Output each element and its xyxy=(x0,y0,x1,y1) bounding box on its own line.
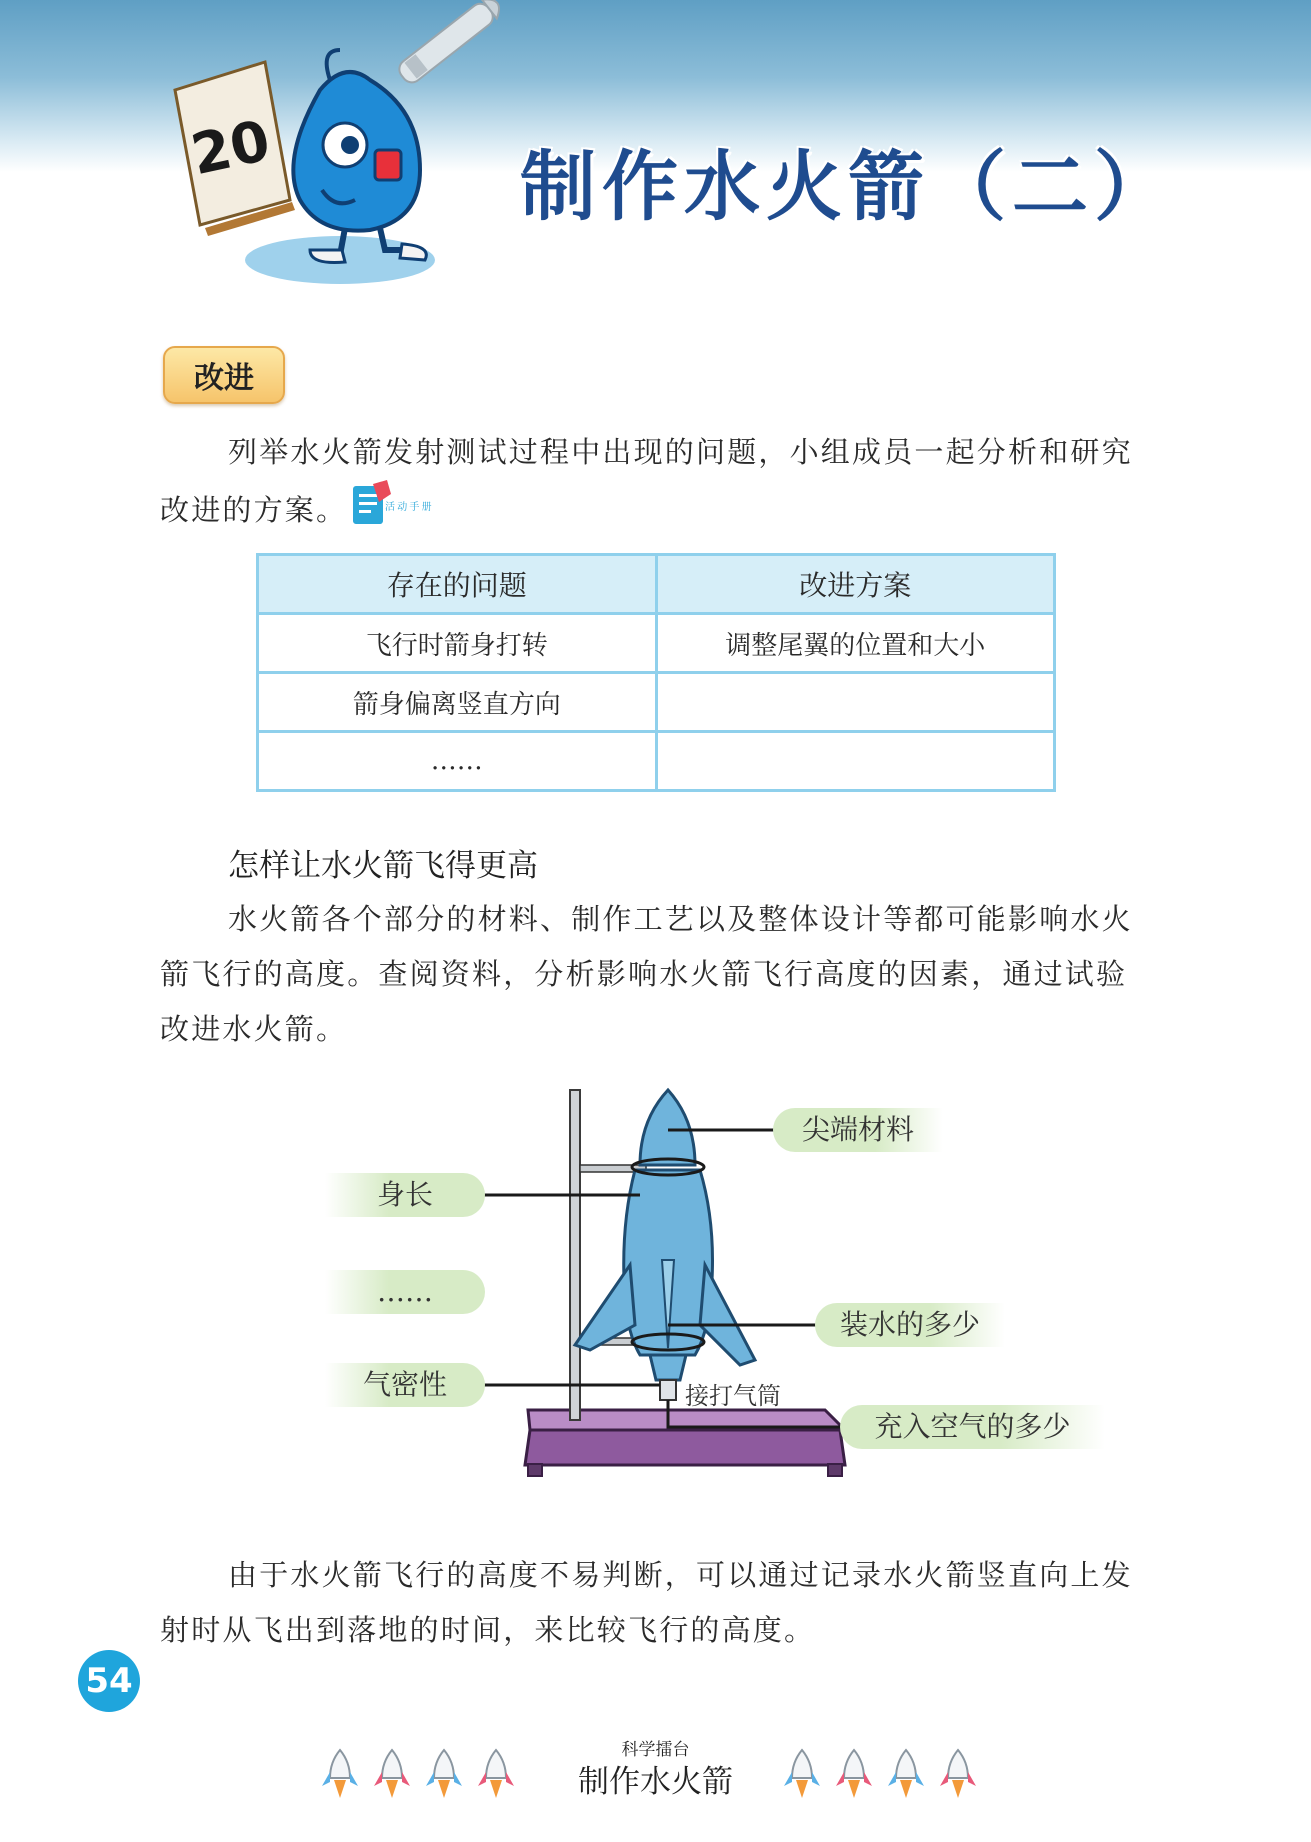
footer-rocket-icons-right xyxy=(780,1748,990,1804)
water-rocket xyxy=(575,1090,755,1400)
label-airtightness: 气密性 xyxy=(325,1363,485,1407)
footer-series-label: 科学擂台 xyxy=(621,1740,690,1760)
stand-pole xyxy=(570,1090,580,1420)
page-number-badge: 54 xyxy=(78,1650,140,1712)
table-cell: 调整尾翼的位置和大小 xyxy=(656,614,1055,673)
table-row xyxy=(258,614,1055,673)
table-cell: …… xyxy=(258,732,657,791)
table-cell: 飞行时箭身打转 xyxy=(258,614,657,673)
stand-base xyxy=(525,1430,845,1465)
water-rocket-diagram xyxy=(300,1080,1120,1510)
closing-paragraph: 由于水火箭飞行的高度不易判断，可以通过记录水火箭竖直向上发射时从飞出到落地的时间，来比较飞行的高度。 xyxy=(160,1558,1133,1647)
table-row xyxy=(258,732,1055,791)
table-header-row xyxy=(258,555,1055,614)
table-row xyxy=(258,673,1055,732)
table-cell xyxy=(656,732,1055,791)
table-header-cell: 改进方案 xyxy=(656,555,1055,614)
mascot-with-book-illustration xyxy=(170,50,470,290)
table-header-cell: 存在的问题 xyxy=(258,555,657,614)
rocket-icon xyxy=(322,1750,358,1798)
label-water-amount: 装水的多少 xyxy=(815,1303,1005,1347)
handbook-icon-label: 活动手册 xyxy=(385,502,435,513)
label-tip-material: 尖端材料 xyxy=(773,1108,943,1152)
section-badge-improve: 改进 xyxy=(163,346,285,404)
chapter-title: 制作水火箭（二） xyxy=(520,142,1176,231)
problem-improvement-table xyxy=(256,553,1056,792)
subheading-fly-higher: 怎样让水火箭飞得更高 xyxy=(228,848,538,884)
table-cell: 箭身偏离竖直方向 xyxy=(258,673,657,732)
activity-handbook-icon xyxy=(351,480,435,526)
footer-rocket-icons-left xyxy=(318,1748,528,1804)
chapter-number: 20 xyxy=(185,108,276,189)
intro-paragraph xyxy=(160,425,1150,538)
label-air-amount: 充入空气的多少 xyxy=(840,1405,1105,1449)
water-drop-mascot-icon xyxy=(293,50,426,263)
intro-text: 列举水火箭发射测试过程中出现的问题，小组成员一起分析和研究改进的方案。 xyxy=(160,435,1133,527)
label-body-length: 身长 xyxy=(325,1173,485,1217)
label-ellipsis: …… xyxy=(325,1270,485,1314)
footer-title: 制作水火箭 xyxy=(578,1764,733,1800)
table-cell xyxy=(656,673,1055,732)
label-pump-connection: 接打气筒 xyxy=(685,1382,781,1410)
height-paragraph: 水火箭各个部分的材料、制作工艺以及整体设计等都可能影响水火箭飞行的高度。查阅资料，分析影响水火箭飞行高度的因素，通过试验改进水火箭。 xyxy=(160,902,1133,1046)
